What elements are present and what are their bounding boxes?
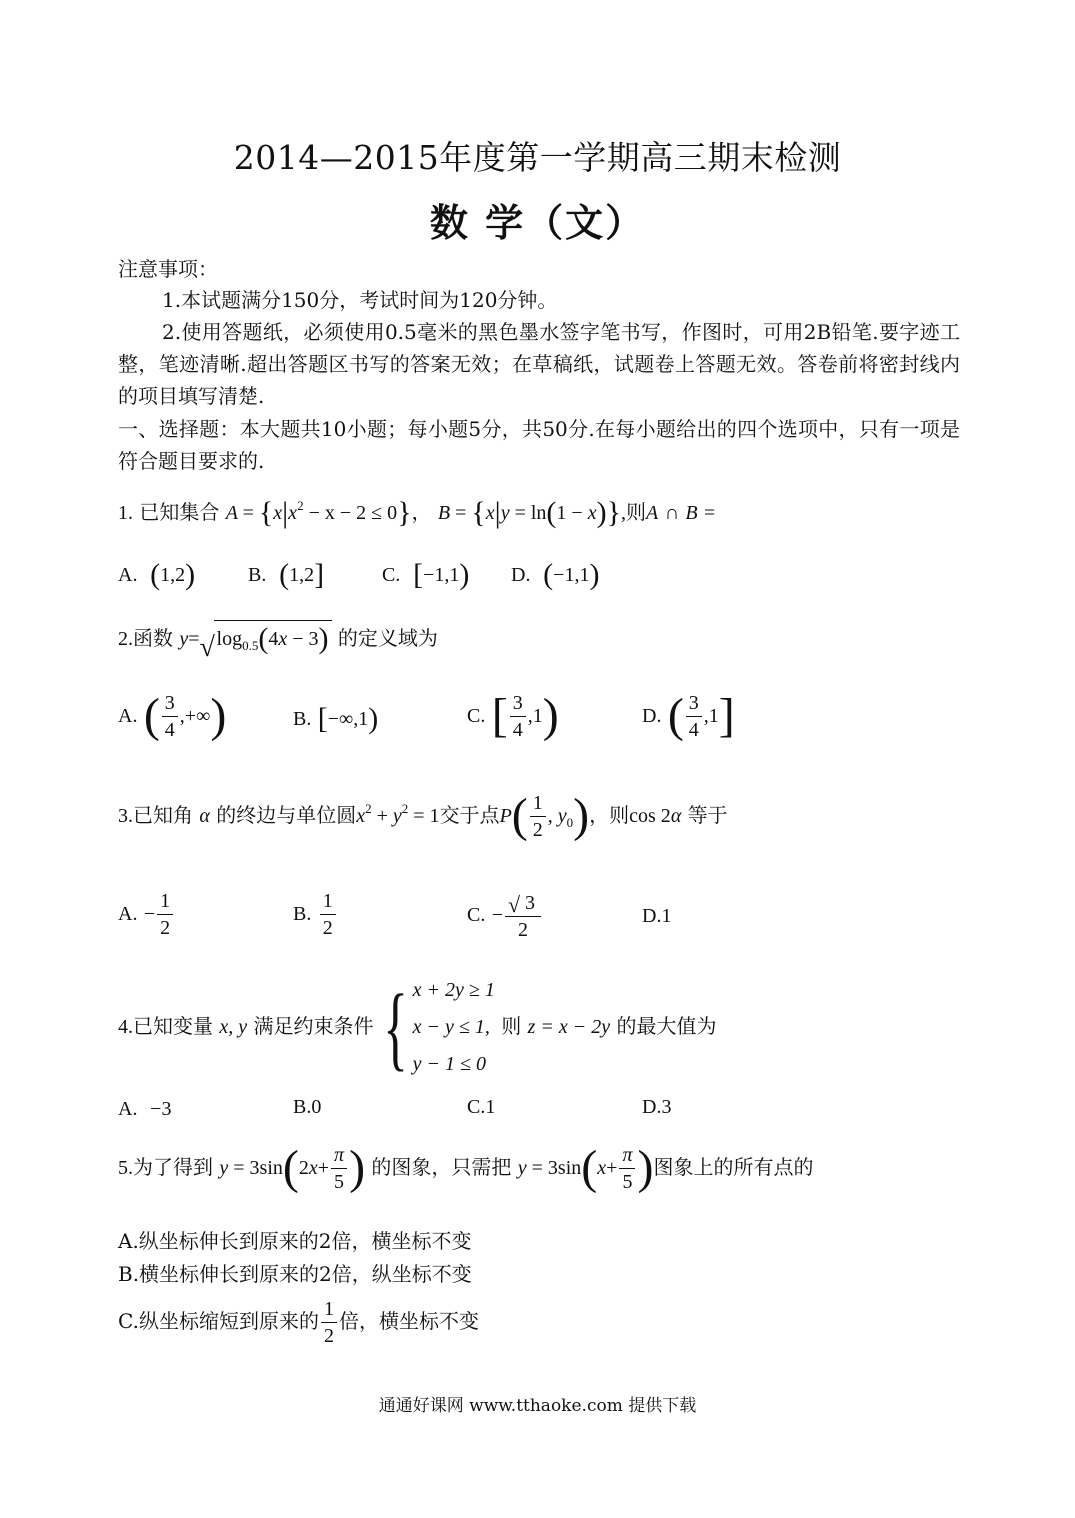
q1-option-c: C. [−1,1) [382, 558, 470, 591]
set-b-expression: B = {x|y = ln(1 − x)} [437, 496, 621, 529]
q1-option-d: D. (−1,1) [511, 558, 600, 591]
note-item-1: 1.本试题满分150分，考试时间为120分钟。 [162, 288, 558, 312]
q2-option-c: C. [ $\frac{3}{4}$ ,1) [467, 689, 559, 742]
question-3: 3.已知角 α 的终边与单位圆$x^2 + y^2 = 1$交于点P( $\frac{1}{2}$ , $y_0$)，则cos 2α 等于 [118, 789, 728, 842]
q1-option-a: A. (1,2) [118, 558, 196, 591]
constraint-system: x + 2y ≥ 1 x − y ≤ 1, y − 1 ≤ 0 [412, 979, 495, 1075]
q5-option-a: A.纵坐标伸长到原来的2倍，横坐标不变 [118, 1229, 472, 1253]
q2-option-d: D. ( $\frac{3}{4}$ ,1] [642, 689, 735, 742]
set-a-expression: $A = \{x|x^2 - x - 2 \le 0\}$ [225, 496, 412, 529]
exam-title: 2014—2015年度第一学期高三期末检测 [233, 138, 842, 177]
q4-option-a: A. −3 [118, 1098, 172, 1120]
question-1: 1. 已知集合 $A = \{x|x^2 - x - 2 \le 0\}$， B = {x|y = ln(1 − x)},则A ∩ B = [118, 496, 716, 529]
q3-option-c: C. − √ 3 2 [467, 888, 543, 943]
question-number: 1. [118, 502, 133, 524]
q5-option-c: C.纵坐标缩短到原来的 $\frac{1}{2}$ 倍，横坐标不变 [118, 1298, 479, 1347]
note-item-2: 2.使用答题纸，必须使用0.5毫米的黑色墨水签字笔书写，作图时，可用2B铅笔.要字迹工整，笔迹清晰.超出答题区书写的答案无效；在草稿纸，试题卷上答题无效。答卷前将密封线内的项目填写清楚. [118, 320, 960, 408]
question-stem: 已知集合 [139, 500, 220, 524]
q1-option-b: B. (1,2] [248, 558, 325, 591]
q4-option-c: C.1 [467, 1096, 496, 1118]
notes-heading: 注意事项： [118, 257, 218, 281]
section-heading: 一、选择题：本大题共10小题；每小题5分，共50分.在每小题给出的四个选项中，只有一项是符合题目要求的. [118, 417, 960, 473]
footer-credit: 通通好课网 www.tthaoke.com 提供下载 [378, 1396, 697, 1416]
question-5: 5.为了得到 y = 3sin(2x+ $\frac{\pi}{5}$ ) 的图象，只需把 y = 3sin(x+ $\frac{\pi}{5}$ )图象上的所有点的 [118, 1141, 814, 1194]
q3-option-d: D.1 [642, 905, 672, 927]
question-4: 4.已知变量 x, y 满足约束条件 { x + 2y ≥ 1 x − y ≤ 1, y − 1 ≤ 0 则 z = x − 2y 的最大值为 [118, 972, 716, 1083]
q2-option-a: A. ( $\frac{3}{4}$ ,+∞) [118, 689, 227, 742]
question-2: 2.函数 y= √ $\log_{0.5}(4x - 3)$ 的定义域为 [118, 622, 438, 663]
q4-option-d: D.3 [642, 1096, 672, 1118]
q3-option-b: B. $\frac{1}{2}$ [293, 888, 338, 941]
q2-option-b: B. [−∞,1) [293, 702, 379, 735]
function-expression: y= √ $\log_{0.5}(4x - 3)$ [179, 628, 331, 650]
q4-option-b: B.0 [293, 1096, 322, 1118]
q5-option-b: B.横坐标伸长到原来的2倍，纵坐标不变 [118, 1262, 472, 1286]
exam-subject: 数 学（文） [429, 200, 646, 245]
alpha-symbol: α [199, 805, 210, 827]
q3-option-a: A. − $\frac{1}{2}$ [118, 888, 175, 941]
